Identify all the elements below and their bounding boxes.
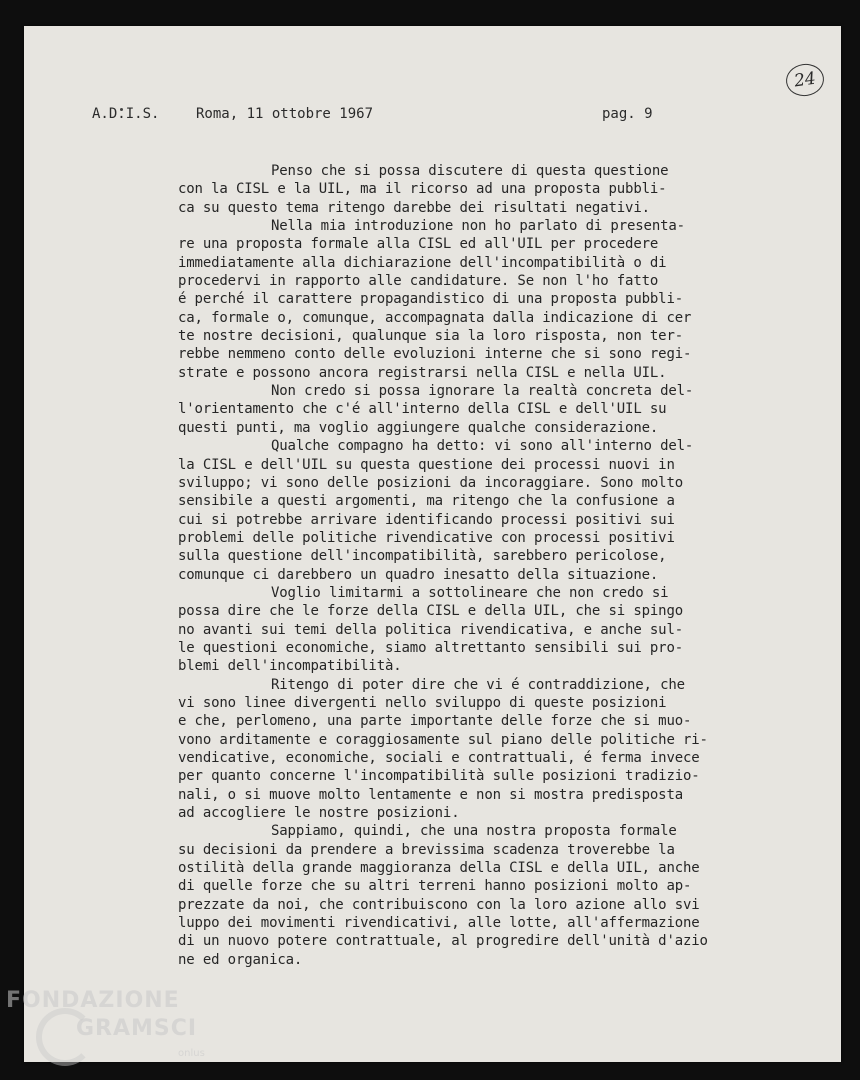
body-line: Nella mia introduzione non ho parlato di presenta- bbox=[271, 218, 685, 235]
body-line: vi sono linee divergenti nello sviluppo di queste posizioni bbox=[178, 694, 667, 711]
body-line: Penso che si possa discutere di questa questione bbox=[271, 163, 669, 179]
body-line: questi punti, ma voglio aggiungere qualche considerazione. bbox=[178, 419, 659, 436]
body-line: sviluppo; vi sono delle posizioni da incoraggiare. Sono molto bbox=[178, 474, 684, 491]
body-line: possa dire che le forze della CISL e della UIL, che si spingo bbox=[178, 603, 684, 620]
body-line: Qualche compagno ha detto: vi sono all'interno del- bbox=[271, 438, 694, 455]
body-line: nali, o si muove molto lentamente e non si mostra predisposta bbox=[178, 786, 684, 803]
body-line: sulla questione dell'incompatibilità, sarebbero pericolose, bbox=[178, 548, 667, 565]
header-page: pag. 9 bbox=[602, 106, 653, 122]
body-line: procedervi in rapporto alle candidature. Se non l'ho fatto bbox=[178, 273, 659, 290]
watermark-line1: FONDAZIONE bbox=[6, 988, 180, 1013]
body-line: immediatamente alla dichiarazione dell'incompatibilità o di bbox=[178, 254, 667, 271]
body-line: sensibile a questi argomenti, ma ritengo che la confusione a bbox=[178, 493, 675, 510]
body-line: Non credo si possa ignorare la realtà concreta del- bbox=[271, 383, 694, 400]
body-line: di un nuovo potere contrattuale, al progredire dell'unità d'azio bbox=[178, 933, 708, 950]
body-line: blemi dell'incompatibilità. bbox=[178, 658, 402, 675]
body-line: ca, formale o, comunque, accompagnata dalla indicazione di cer bbox=[178, 309, 692, 326]
body-line: ca su questo tema ritengo darebbe dei risultati negativi. bbox=[178, 199, 650, 216]
body-line: su decisioni da prendere a brevissima scadenza troverebbe la bbox=[178, 841, 675, 858]
body-line: ne ed organica. bbox=[178, 951, 303, 968]
body-line: é perché il carattere propagandistico di una proposta pubbli- bbox=[178, 291, 684, 308]
body-line: ostilità della grande maggioranza della CISL e della UIL, anche bbox=[178, 860, 700, 877]
body-line: vono arditamente e coraggiosamente sul piano delle politiche ri- bbox=[178, 731, 708, 748]
body-line: le questioni economiche, siamo altrettanto sensibili sui pro- bbox=[178, 639, 684, 656]
body-line: la CISL e dell'UIL su questa questione dei processi nuovi in bbox=[178, 456, 675, 473]
letter-header bbox=[92, 106, 692, 126]
watermark-line2: GRAMSCI bbox=[76, 1016, 198, 1041]
body-line: comunque ci darebbero un quadro inesatto della situazione. bbox=[178, 566, 659, 583]
body-line: rebbe nemmeno conto delle evoluzioni interne che si sono regi- bbox=[178, 346, 692, 363]
body-line: cui si potrebbe arrivare identificando processi positivi sui bbox=[178, 511, 675, 528]
body-line: con la CISL e la UIL, ma il ricorso ad una proposta pubbli- bbox=[178, 181, 667, 198]
body-text bbox=[178, 162, 778, 969]
watermark-line3: onlus bbox=[178, 1048, 205, 1059]
body-line: e che, perlomeno, una parte importante delle forze che si muo- bbox=[178, 713, 692, 730]
body-line: luppo dei movimenti rivendicativi, alle lotte, all'affermazione bbox=[178, 915, 700, 932]
body-line: per quanto concerne l'incompatibilità sulle posizioni tradizio- bbox=[178, 768, 700, 785]
body-line: problemi delle politiche rivendicative con processi positivi bbox=[178, 529, 675, 546]
body-line: Sappiamo, quindi, che una nostra proposta formale bbox=[271, 823, 677, 840]
header-organization: A.D.I.S. bbox=[92, 106, 160, 122]
body-line: no avanti sui temi della politica rivendicativa, e anche sul- bbox=[178, 621, 684, 638]
body-line: Ritengo di poter dire che vi é contraddizione, che bbox=[271, 676, 685, 693]
archive-watermark bbox=[6, 988, 226, 1078]
body-line: di quelle forze che su altri terreni hanno posizioni molto ap- bbox=[178, 878, 692, 895]
archive-page-number: 24 bbox=[784, 62, 826, 99]
body-line: re una proposta formale alla CISL ed all'UIL per procedere bbox=[178, 236, 659, 253]
body-line: vendicative, economiche, sociali e contrattuali, é ferma invece bbox=[178, 750, 700, 766]
body-line: prezzate da noi, che contribuiscono con la loro azione allo svi bbox=[178, 896, 700, 913]
body-line: te nostre decisioni, qualunque sia la loro risposta, non ter- bbox=[178, 328, 684, 345]
body-line: strate e possono ancora registrarsi nella CISL e nella UIL. bbox=[178, 364, 667, 381]
body-line: Voglio limitarmi a sottolineare che non credo si bbox=[271, 584, 669, 601]
body-line: ad accogliere le nostre posizioni. bbox=[178, 805, 460, 822]
body-line: l'orientamento che c'é all'interno della CISL e dell'UIL su bbox=[178, 401, 667, 418]
header-date: Roma, 11 ottobre 1967 bbox=[196, 106, 374, 122]
